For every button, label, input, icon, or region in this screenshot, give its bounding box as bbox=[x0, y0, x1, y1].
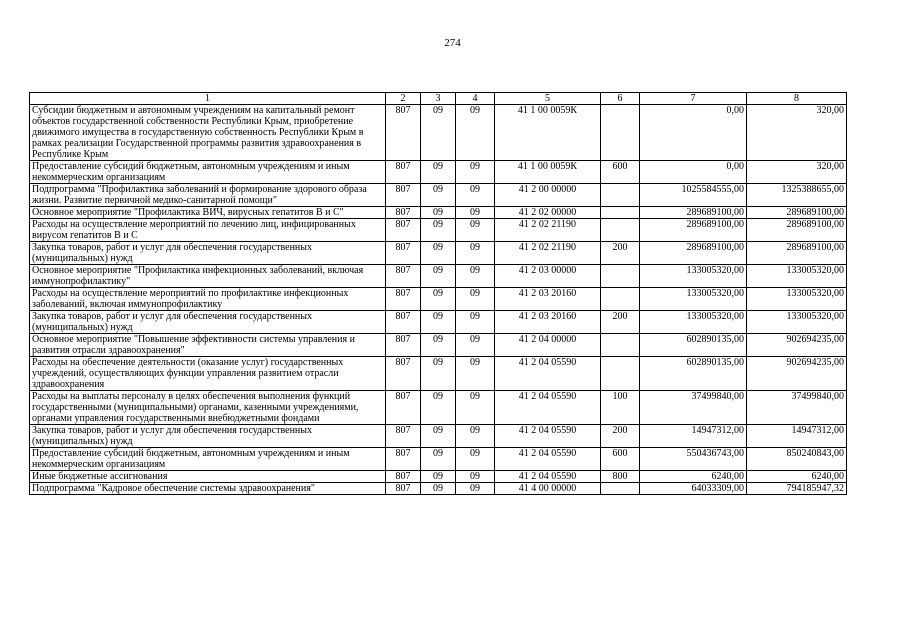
target-article-cell: 41 2 04 05590 bbox=[495, 471, 601, 483]
amount-year1-cell: 289689100,00 bbox=[640, 242, 747, 265]
ved-code-cell: 807 bbox=[386, 334, 421, 357]
amount-year2-cell: 1325388655,00 bbox=[747, 184, 847, 207]
header-cell: 8 bbox=[747, 93, 847, 105]
subsection-code-cell: 09 bbox=[456, 242, 495, 265]
item-name-cell: Иные бюджетные ассигнования bbox=[30, 471, 386, 483]
amount-year1-cell: 14947312,00 bbox=[640, 425, 747, 448]
section-code-cell: 09 bbox=[421, 334, 456, 357]
table-row bbox=[30, 311, 847, 334]
amount-year1-cell: 0,00 bbox=[640, 161, 747, 184]
item-name-cell: Субсидии бюджетным и автономным учреждениям на капитальный ремонт объектов государственной собственности Республики Крым, приобретение движимого имущества в государственную собственность Республики Крым в рамках реализации Государственной программы развития здравоохранения в Республике Крым bbox=[30, 105, 386, 161]
target-article-cell: 41 1 00 0059К bbox=[495, 105, 601, 161]
amount-year1-cell: 133005320,00 bbox=[640, 311, 747, 334]
item-name-cell: Основное мероприятие "Профилактика инфекционных заболеваний, включая иммунопрофилактику" bbox=[30, 265, 386, 288]
table-row bbox=[30, 471, 847, 483]
item-name-cell: Расходы на осуществление мероприятий по лечению лиц, инфицированных вирусом гепатитов В и С bbox=[30, 219, 386, 242]
target-article-cell: 41 2 03 20160 bbox=[495, 311, 601, 334]
amount-year1-cell: 37499840,00 bbox=[640, 391, 747, 425]
expense-type-cell: 800 bbox=[601, 471, 640, 483]
table-row bbox=[30, 161, 847, 184]
section-code-cell: 09 bbox=[421, 448, 456, 471]
expense-type-cell bbox=[601, 288, 640, 311]
amount-year1-cell: 0,00 bbox=[640, 105, 747, 161]
ved-code-cell: 807 bbox=[386, 311, 421, 334]
header-cell: 6 bbox=[601, 93, 640, 105]
ved-code-cell: 807 bbox=[386, 288, 421, 311]
table-row bbox=[30, 334, 847, 357]
section-code-cell: 09 bbox=[421, 288, 456, 311]
table-row bbox=[30, 219, 847, 242]
section-code-cell: 09 bbox=[421, 391, 456, 425]
section-code-cell: 09 bbox=[421, 207, 456, 219]
subsection-code-cell: 09 bbox=[456, 184, 495, 207]
expense-type-cell: 200 bbox=[601, 311, 640, 334]
target-article-cell: 41 2 04 05590 bbox=[495, 391, 601, 425]
amount-year2-cell: 902694235,00 bbox=[747, 334, 847, 357]
ved-code-cell: 807 bbox=[386, 483, 421, 495]
ved-code-cell: 807 bbox=[386, 425, 421, 448]
expense-type-cell bbox=[601, 357, 640, 391]
subsection-code-cell: 09 bbox=[456, 448, 495, 471]
item-name-cell: Закупка товаров, работ и услуг для обеспечения государственных (муниципальных) нужд bbox=[30, 311, 386, 334]
amount-year2-cell: 289689100,00 bbox=[747, 219, 847, 242]
amount-year2-cell: 133005320,00 bbox=[747, 288, 847, 311]
subsection-code-cell: 09 bbox=[456, 425, 495, 448]
expense-type-cell: 200 bbox=[601, 425, 640, 448]
ved-code-cell: 807 bbox=[386, 357, 421, 391]
item-name-cell: Основное мероприятие "Профилактика ВИЧ, вирусных гепатитов В и С" bbox=[30, 207, 386, 219]
subsection-code-cell: 09 bbox=[456, 265, 495, 288]
table-row bbox=[30, 265, 847, 288]
target-article-cell: 41 2 00 00000 bbox=[495, 184, 601, 207]
subsection-code-cell: 09 bbox=[456, 357, 495, 391]
item-name-cell: Закупка товаров, работ и услуг для обеспечения государственных (муниципальных) нужд bbox=[30, 425, 386, 448]
amount-year1-cell: 602890135,00 bbox=[640, 357, 747, 391]
target-article-cell: 41 2 03 20160 bbox=[495, 288, 601, 311]
subsection-code-cell: 09 bbox=[456, 105, 495, 161]
header-cell: 2 bbox=[386, 93, 421, 105]
target-article-cell: 41 2 04 05590 bbox=[495, 357, 601, 391]
amount-year2-cell: 320,00 bbox=[747, 161, 847, 184]
section-code-cell: 09 bbox=[421, 242, 456, 265]
amount-year2-cell: 133005320,00 bbox=[747, 265, 847, 288]
expense-type-cell bbox=[601, 334, 640, 357]
ved-code-cell: 807 bbox=[386, 448, 421, 471]
header-cell: 5 bbox=[495, 93, 601, 105]
amount-year2-cell: 289689100,00 bbox=[747, 242, 847, 265]
ved-code-cell: 807 bbox=[386, 471, 421, 483]
header-cell: 7 bbox=[640, 93, 747, 105]
ved-code-cell: 807 bbox=[386, 184, 421, 207]
table-row bbox=[30, 391, 847, 425]
expense-type-cell: 600 bbox=[601, 161, 640, 184]
amount-year2-cell: 289689100,00 bbox=[747, 207, 847, 219]
subsection-code-cell: 09 bbox=[456, 219, 495, 242]
ved-code-cell: 807 bbox=[386, 207, 421, 219]
amount-year1-cell: 289689100,00 bbox=[640, 219, 747, 242]
item-name-cell: Предоставление субсидий бюджетным, автономным учреждениям и иным некоммерческим организациям bbox=[30, 448, 386, 471]
amount-year2-cell: 794185947,32 bbox=[747, 483, 847, 495]
item-name-cell: Подпрограмма "Кадровое обеспечение системы здравоохранения" bbox=[30, 483, 386, 495]
table-row bbox=[30, 184, 847, 207]
section-code-cell: 09 bbox=[421, 311, 456, 334]
amount-year1-cell: 550436743,00 bbox=[640, 448, 747, 471]
item-name-cell: Расходы на осуществление мероприятий по профилактике инфекционных заболеваний, включая иммунопрофилактику bbox=[30, 288, 386, 311]
target-article-cell: 41 2 02 21190 bbox=[495, 242, 601, 265]
subsection-code-cell: 09 bbox=[456, 311, 495, 334]
table-row bbox=[30, 425, 847, 448]
target-article-cell: 41 2 04 00000 bbox=[495, 334, 601, 357]
expense-type-cell: 200 bbox=[601, 242, 640, 265]
header-cell: 3 bbox=[421, 93, 456, 105]
amount-year1-cell: 64033309,00 bbox=[640, 483, 747, 495]
section-code-cell: 09 bbox=[421, 471, 456, 483]
target-article-cell: 41 1 00 0059К bbox=[495, 161, 601, 184]
ved-code-cell: 807 bbox=[386, 105, 421, 161]
amount-year2-cell: 320,00 bbox=[747, 105, 847, 161]
item-name-cell: Основное мероприятие "Повышение эффективности системы управления и развития отрасли здравоохранения" bbox=[30, 334, 386, 357]
table-body bbox=[30, 105, 847, 495]
subsection-code-cell: 09 bbox=[456, 334, 495, 357]
page-number: 274 bbox=[444, 37, 461, 49]
section-code-cell: 09 bbox=[421, 357, 456, 391]
table-row bbox=[30, 242, 847, 265]
subsection-code-cell: 09 bbox=[456, 483, 495, 495]
subsection-code-cell: 09 bbox=[456, 471, 495, 483]
section-code-cell: 09 bbox=[421, 161, 456, 184]
section-code-cell: 09 bbox=[421, 265, 456, 288]
expense-type-cell bbox=[601, 207, 640, 219]
item-name-cell: Предоставление субсидий бюджетным, автономным учреждениям и иным некоммерческим организациям bbox=[30, 161, 386, 184]
ved-code-cell: 807 bbox=[386, 219, 421, 242]
target-article-cell: 41 2 03 00000 bbox=[495, 265, 601, 288]
ved-code-cell: 807 bbox=[386, 391, 421, 425]
amount-year1-cell: 289689100,00 bbox=[640, 207, 747, 219]
amount-year2-cell: 6240,00 bbox=[747, 471, 847, 483]
item-name-cell: Закупка товаров, работ и услуг для обеспечения государственных (муниципальных) нужд bbox=[30, 242, 386, 265]
expense-type-cell bbox=[601, 219, 640, 242]
section-code-cell: 09 bbox=[421, 219, 456, 242]
target-article-cell: 41 2 02 21190 bbox=[495, 219, 601, 242]
amount-year2-cell: 902694235,00 bbox=[747, 357, 847, 391]
item-name-cell: Расходы на обеспечение деятельности (оказание услуг) государственных учреждений, осуществляющих функции управления развитием отрасли здравоохранения bbox=[30, 357, 386, 391]
section-code-cell: 09 bbox=[421, 483, 456, 495]
amount-year2-cell: 14947312,00 bbox=[747, 425, 847, 448]
amount-year1-cell: 1025584555,00 bbox=[640, 184, 747, 207]
ved-code-cell: 807 bbox=[386, 265, 421, 288]
table-row bbox=[30, 105, 847, 161]
expense-type-cell: 600 bbox=[601, 448, 640, 471]
target-article-cell: 41 2 04 05590 bbox=[495, 425, 601, 448]
amount-year2-cell: 37499840,00 bbox=[747, 391, 847, 425]
section-code-cell: 09 bbox=[421, 105, 456, 161]
ved-code-cell: 807 bbox=[386, 161, 421, 184]
amount-year1-cell: 6240,00 bbox=[640, 471, 747, 483]
subsection-code-cell: 09 bbox=[456, 391, 495, 425]
header-row bbox=[30, 93, 847, 105]
amount-year1-cell: 602890135,00 bbox=[640, 334, 747, 357]
subsection-code-cell: 09 bbox=[456, 207, 495, 219]
amount-year1-cell: 133005320,00 bbox=[640, 288, 747, 311]
ved-code-cell: 807 bbox=[386, 242, 421, 265]
header-cell: 4 bbox=[456, 93, 495, 105]
amount-year1-cell: 133005320,00 bbox=[640, 265, 747, 288]
table-row bbox=[30, 448, 847, 471]
target-article-cell: 41 2 04 05590 bbox=[495, 448, 601, 471]
table-row bbox=[30, 357, 847, 391]
expense-type-cell bbox=[601, 105, 640, 161]
expense-type-cell bbox=[601, 483, 640, 495]
item-name-cell: Расходы на выплаты персоналу в целях обеспечения выполнения функций государственными (муниципальными) органами, казенными учреждениями, органами управления государственными внебюджетными фондами bbox=[30, 391, 386, 425]
target-article-cell: 41 2 02 00000 bbox=[495, 207, 601, 219]
header-cell: 1 bbox=[30, 93, 386, 105]
table-row bbox=[30, 207, 847, 219]
budget-table bbox=[29, 92, 847, 495]
amount-year2-cell: 850240843,00 bbox=[747, 448, 847, 471]
item-name-cell: Подпрограмма "Профилактика заболеваний и формирование здорового образа жизни. Развитие первичной медико-санитарной помощи" bbox=[30, 184, 386, 207]
subsection-code-cell: 09 bbox=[456, 161, 495, 184]
section-code-cell: 09 bbox=[421, 184, 456, 207]
target-article-cell: 41 4 00 00000 bbox=[495, 483, 601, 495]
table-row bbox=[30, 483, 847, 495]
expense-type-cell bbox=[601, 265, 640, 288]
section-code-cell: 09 bbox=[421, 425, 456, 448]
expense-type-cell: 100 bbox=[601, 391, 640, 425]
expense-type-cell bbox=[601, 184, 640, 207]
subsection-code-cell: 09 bbox=[456, 288, 495, 311]
table-row bbox=[30, 288, 847, 311]
amount-year2-cell: 133005320,00 bbox=[747, 311, 847, 334]
